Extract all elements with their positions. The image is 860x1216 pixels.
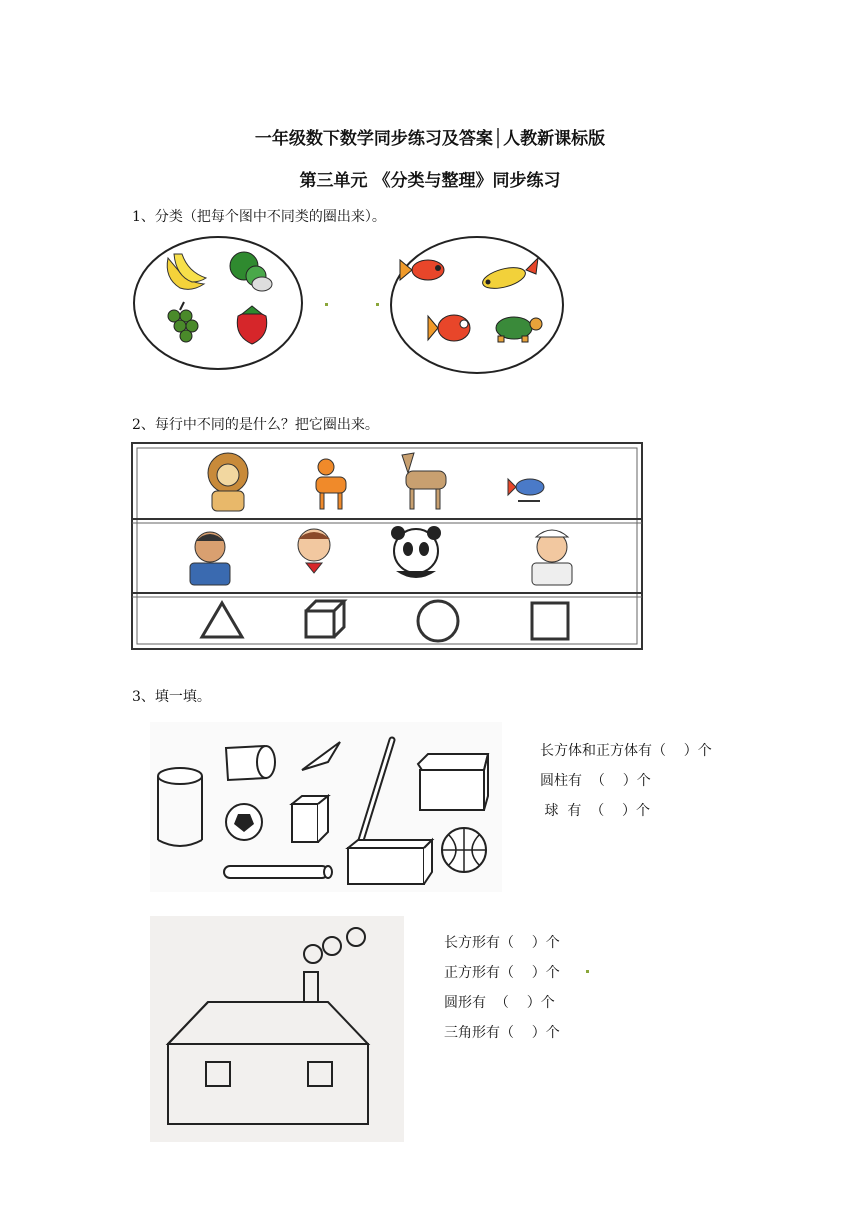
deer-icon — [316, 459, 346, 509]
boy-icon — [298, 529, 330, 573]
solids-blank-1: 长方体和正方体有（ ）个 — [540, 743, 712, 759]
triangle-icon — [202, 603, 242, 637]
basketball-icon — [442, 828, 486, 872]
solids-picture — [150, 722, 502, 892]
vegetable-icon — [230, 252, 272, 291]
grapes-icon — [168, 302, 198, 342]
dot-mark — [376, 303, 379, 306]
fish-icon — [508, 479, 544, 501]
odd-one-out-table — [130, 441, 644, 651]
solids-blank-2: 圆柱有 （ ）个 — [540, 773, 651, 789]
lion-icon — [208, 453, 248, 511]
cuboid-icon — [348, 840, 432, 884]
question-3: 3、填一填。 — [132, 689, 211, 705]
camel-icon — [402, 453, 446, 509]
solids-blank-3: 球 有 （ ）个 — [540, 803, 651, 819]
question-1: 1、分类（把每个图中不同类的圈出来）。 — [132, 209, 386, 225]
nurse-icon — [532, 530, 572, 585]
man-icon — [190, 532, 230, 585]
dot-mark — [586, 970, 589, 973]
banana-icon — [167, 254, 206, 289]
question-2: 2、每行中不同的是什么？把它圈出来。 — [132, 417, 379, 433]
fish-icon — [480, 258, 538, 292]
square-icon — [532, 603, 568, 639]
panda-icon — [391, 526, 441, 578]
animal-group — [388, 234, 566, 376]
unit-subtitle: 第三单元 《分类与整理》同步练习 — [299, 171, 561, 191]
shapes-blank-1: 长方形有（ ）个 — [444, 935, 560, 951]
house-picture — [150, 916, 404, 1142]
shapes-blank-2: 正方形有（ ）个 — [444, 965, 560, 981]
dot-mark — [325, 303, 328, 306]
turtle-icon — [496, 317, 542, 342]
circle-icon — [418, 601, 458, 641]
page-title: 一年级数下数学同步练习及答案│人教新课标版 — [254, 129, 606, 149]
cube-icon — [292, 796, 328, 842]
cube-icon — [306, 601, 344, 637]
strawberry-icon — [237, 306, 266, 344]
shapes-blank-4: 三角形有（ ）个 — [444, 1025, 560, 1041]
cylinder-icon — [224, 866, 332, 878]
fish-icon — [428, 315, 470, 341]
fish-icon — [400, 260, 444, 280]
soccer-ball-icon — [226, 804, 262, 840]
cuboid-icon — [418, 754, 488, 810]
fruit-veg-group — [128, 232, 308, 374]
shapes-blank-3: 圆形有 （ ）个 — [444, 995, 555, 1011]
cylinder-icon — [226, 746, 275, 780]
